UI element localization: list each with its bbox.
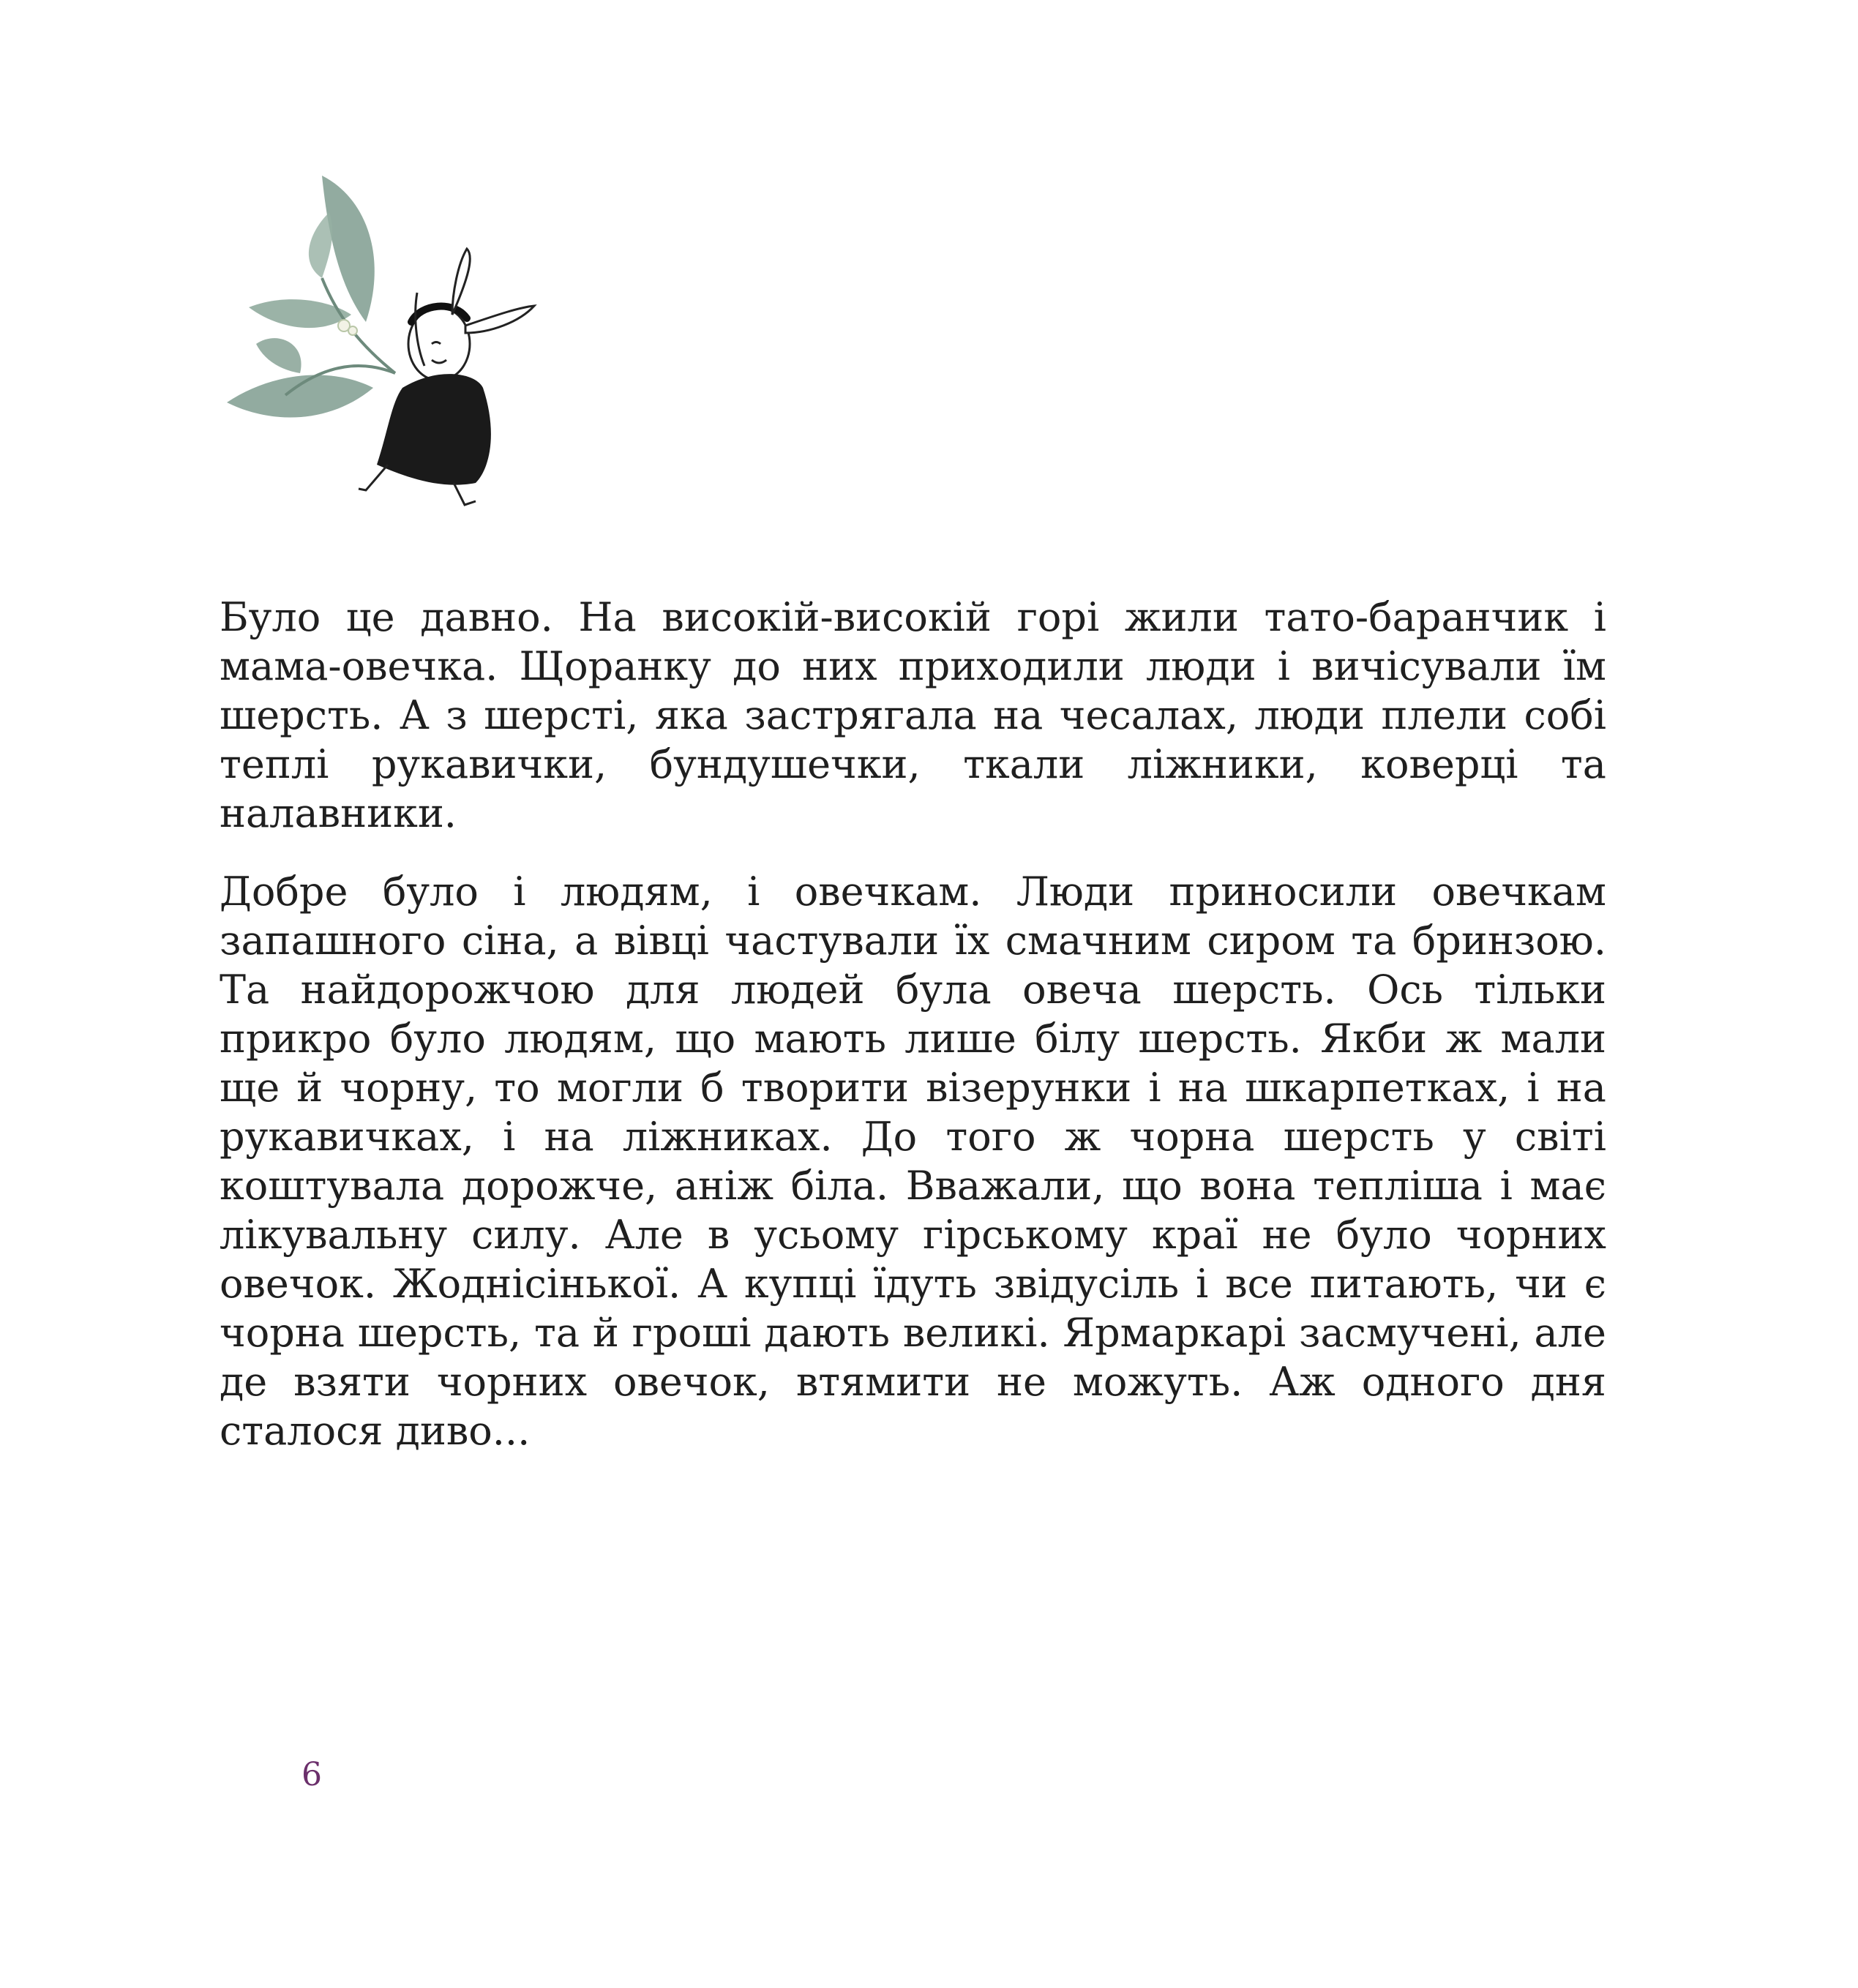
page-number: 6: [301, 1756, 322, 1793]
story-text: [220, 593, 1606, 1455]
sheep-with-mistletoe-icon: [220, 168, 542, 519]
story-paragraph: Добре було і людям, і овечкам. Люди приносили овечкам запашного сіна, а вівці частували їх смачним сиром та бринзою. Та найдорожчою для людей була овеча шерсть. Ось тільки прикро було людям, що мають лише білу шерсть. Якби ж мали ще й чорну, то могли б творити візерунки і на шкарпетках, і на рукавичках, і на ліжниках. До того ж чорна шерсть у світі коштувала дорожче, аніж біла. Вважали, що вона тепліша і має лікувальну силу. Але в усьому гірському краї не було чорних овечок. Жоднісінької. А купці їдуть звідусіль і все питають, чи є чорна шерсть, та й гроші дають великі. Ярмаркарі засмучені, але де взяти чорних овечок, втямити не можуть. Аж одного дня сталося диво...: [220, 869, 1606, 1454]
story-paragraph: Було це давно. На високій-високій горі жили тато-баранчик і мама-овечка. Щоранку до них приходили люди і вичісували їм шерсть. А з шерсті, яка застрягала на чесалах, люди плели собі теплі рукавички, бундушечки, ткали ліжники, коверці та налавники.: [220, 594, 1606, 836]
